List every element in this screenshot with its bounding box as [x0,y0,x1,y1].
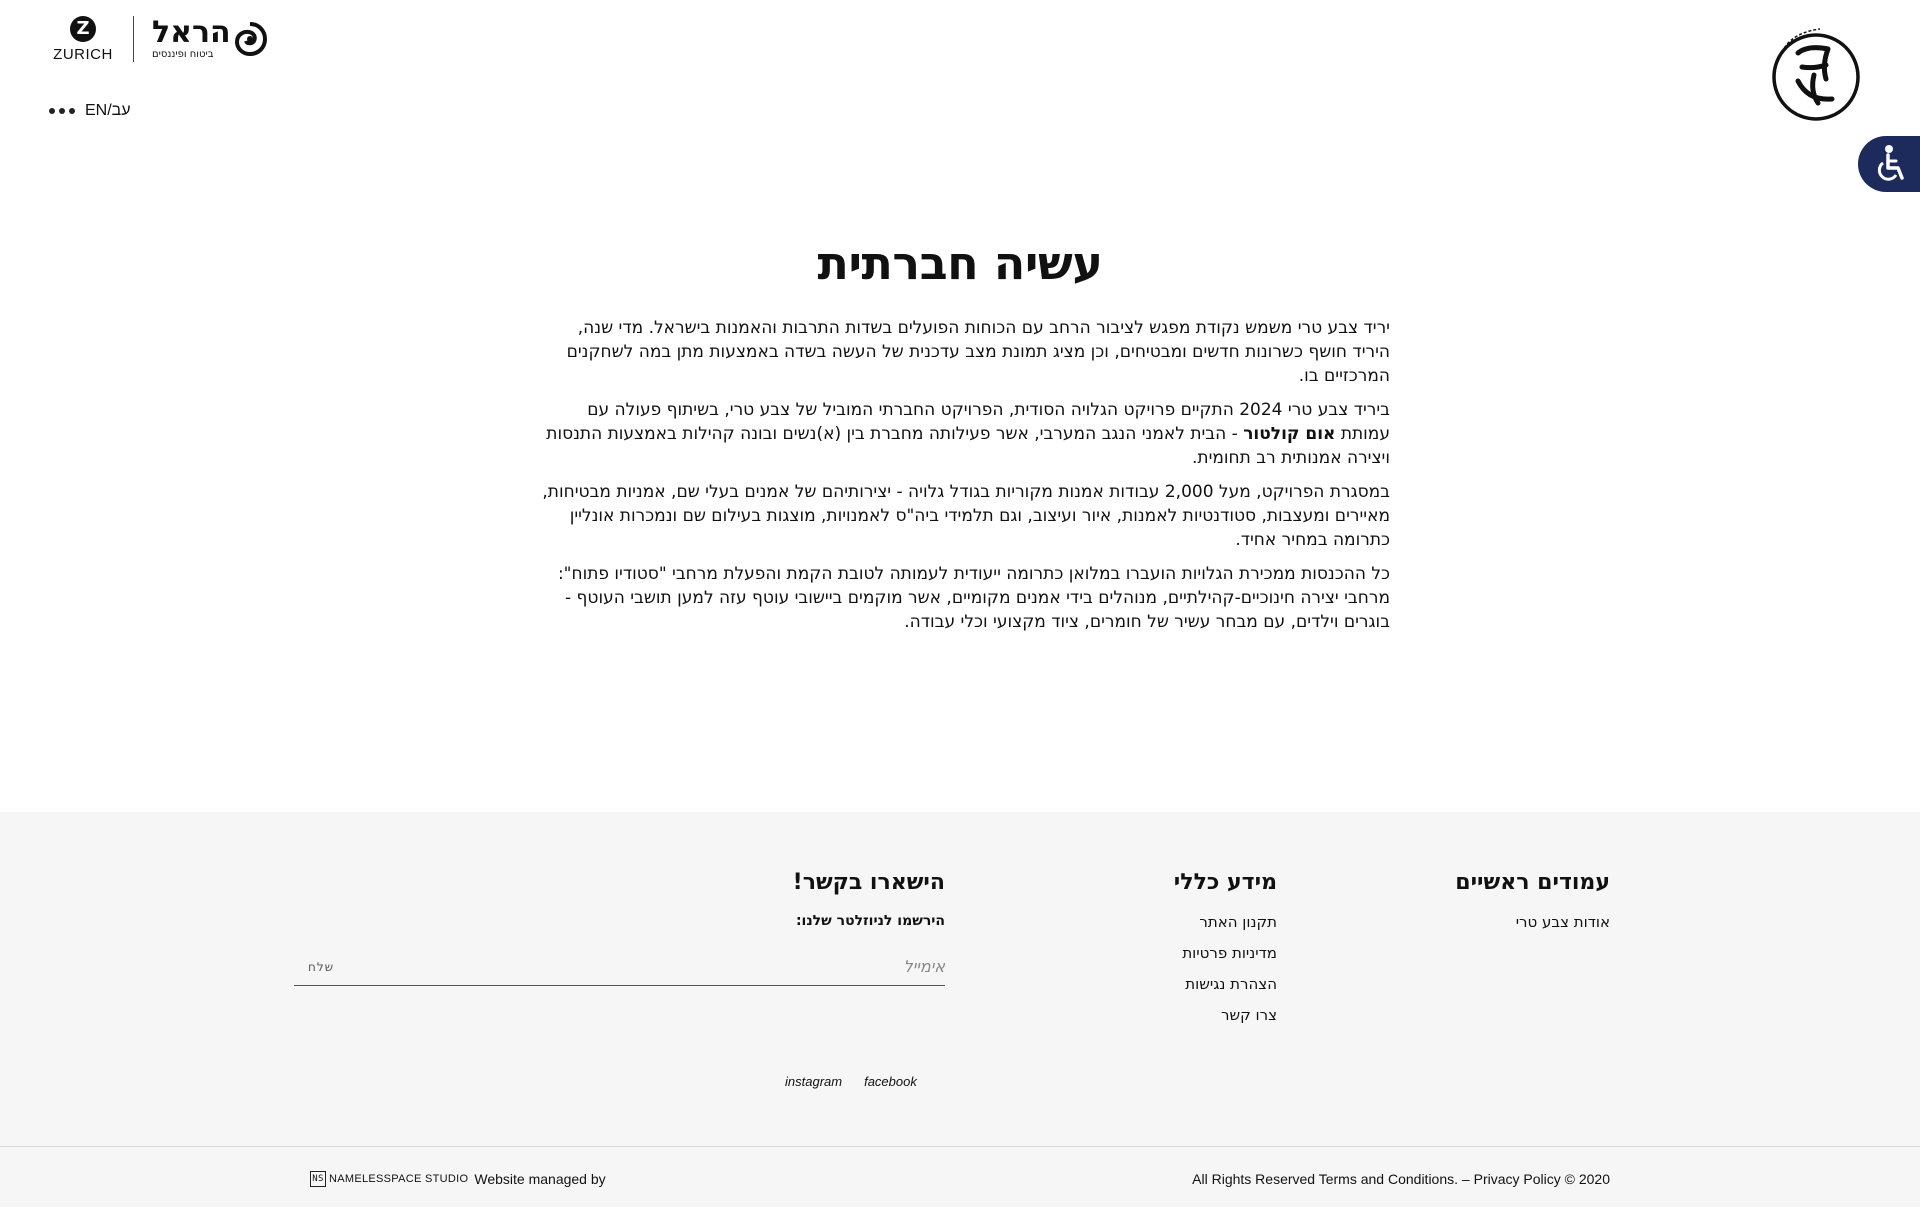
footer-general-info-title: מידע כללי [1173,870,1277,895]
facebook-link[interactable]: facebook [864,1074,917,1089]
footer-link-contact[interactable]: צרו קשר [1221,1006,1277,1024]
namelesspace-mark: NS [310,1171,326,1187]
paragraph-project [536,398,1390,470]
legal-separator: – [1458,1171,1474,1187]
newsletter-label: הירשמו לניוזלטר שלנו: [795,913,945,929]
bottom-bar [0,1146,1920,1208]
credit-prefix: Website managed by [474,1171,606,1187]
site-logo[interactable] [1758,17,1870,129]
namelesspace-logo[interactable] [310,1171,468,1187]
harel-logo[interactable] [152,17,267,61]
email-input[interactable] [445,953,945,980]
page-title: עשיה חברתית [817,236,1103,290]
social-links [785,1074,917,1089]
language-switch[interactable]: EN/עב [85,102,131,119]
site-header [0,0,1920,140]
harel-swirl-icon [233,22,267,56]
harel-text [152,17,231,61]
send-button[interactable]: שלח [302,959,340,975]
copyright-text: © 2020 [1564,1171,1610,1187]
terms-link[interactable]: Terms and Conditions. [1318,1171,1459,1187]
sponsor-logos[interactable] [49,14,267,64]
zurich-mark: Z [70,16,96,42]
accessibility-button[interactable] [1858,136,1920,192]
paragraph-intro: יריד צבע טרי משמש נקודת מפגש לציבור הרחב עם הכוחות הפועלים בשדות התרבות והאמנות בישראל. מדי שנה, היריד חושף כשרונות חדשים ומבטיחים, וכן מציג תמונת מצב עדכנית של העשה בשדה באמצעות מתן במה לשחקנים המרכזיים בו. [566,318,1390,386]
footer-main-pages-title: עמודים ראשיים [1455,870,1610,895]
more-dots-icon[interactable] [49,108,75,114]
footer-link-about[interactable]: אודות צבע טרי [1515,913,1610,931]
footer-link-accessibility[interactable]: הצהרת נגישות [1185,975,1277,993]
language-bar [49,102,131,120]
footer-link-terms[interactable]: תקנון האתר [1199,913,1277,931]
site-credit[interactable] [310,1171,606,1187]
wheelchair-icon [1872,144,1906,184]
paragraph-project-end: - הבית לאמני הנגב המערבי, אשר פעילותה מחברת בין (א)נשים ובונה קהילות באמצעות התנסות ויצירה אמנותית רב תחומית. [546,424,1390,468]
footer-contact-title: הישארו בקשר! [792,870,945,895]
footer-general-info [1174,870,1277,1037]
harel-subtitle: ביטוח ופיננסים [152,49,214,60]
harel-name: הראל [152,15,231,50]
paragraph-donations: כל ההכנסות ממכירת הגלויות הועברו במלואן כתרומה ייעודית לעמותה לטובת הקמת והפעלת מרחבי "סטודיו פתוח": מרחבי יצירה חינוכיים-קהילתיים, מנוהלים בידי אמנים מקומיים, אשר מוקמים ביישובי עוטף עזה למען תושבי העוטף - בוגרים וילדים, עם מבחר עשיר של חומרים, ציוד מקצועי וכלי עבודה. [557,564,1390,632]
legal-text [1192,1171,1610,1187]
rights-text: All Rights Reserved [1192,1171,1316,1187]
footer-link-privacy[interactable]: מדיניות פרטיות [1182,944,1277,962]
instagram-link[interactable]: instagram [785,1074,843,1089]
paragraph-project-start: ביריד צבע טרי 2024 התקיים פרויקט הגלויה הסודית, הפרויקט החברתי המוביל של צבע טרי, בשיתוף פעולה עם עמותת [587,400,1390,444]
article-body [536,316,1390,644]
footer-main-pages [1455,870,1610,944]
zurich-wordmark: ZURICH [53,45,113,63]
zurich-logo[interactable] [49,16,117,63]
newsletter-form [294,953,945,986]
partner-name: אום קולטור [1243,424,1336,444]
namelesspace-name: NAMELESSPACE STUDIO [329,1173,469,1185]
privacy-link[interactable]: Privacy Policy [1473,1171,1561,1187]
footer-contact [294,870,945,986]
logo-divider [133,16,134,62]
paragraph-artworks: במסגרת הפרויקט, מעל 2,000 עבודות אמנות מקוריות בגודל גלויה - יצירותיהם של אמנים בעלי שם, אמניות מבטיחות, מאיירים ומעצבות, סטודנטיות לאמנות, איור ועיצוב, וגם תלמידי ביה"ס לאמנויות, מוצגות בעילום שם ונמכרות אונליין כתרומה במחיר אחיד. [542,482,1390,550]
